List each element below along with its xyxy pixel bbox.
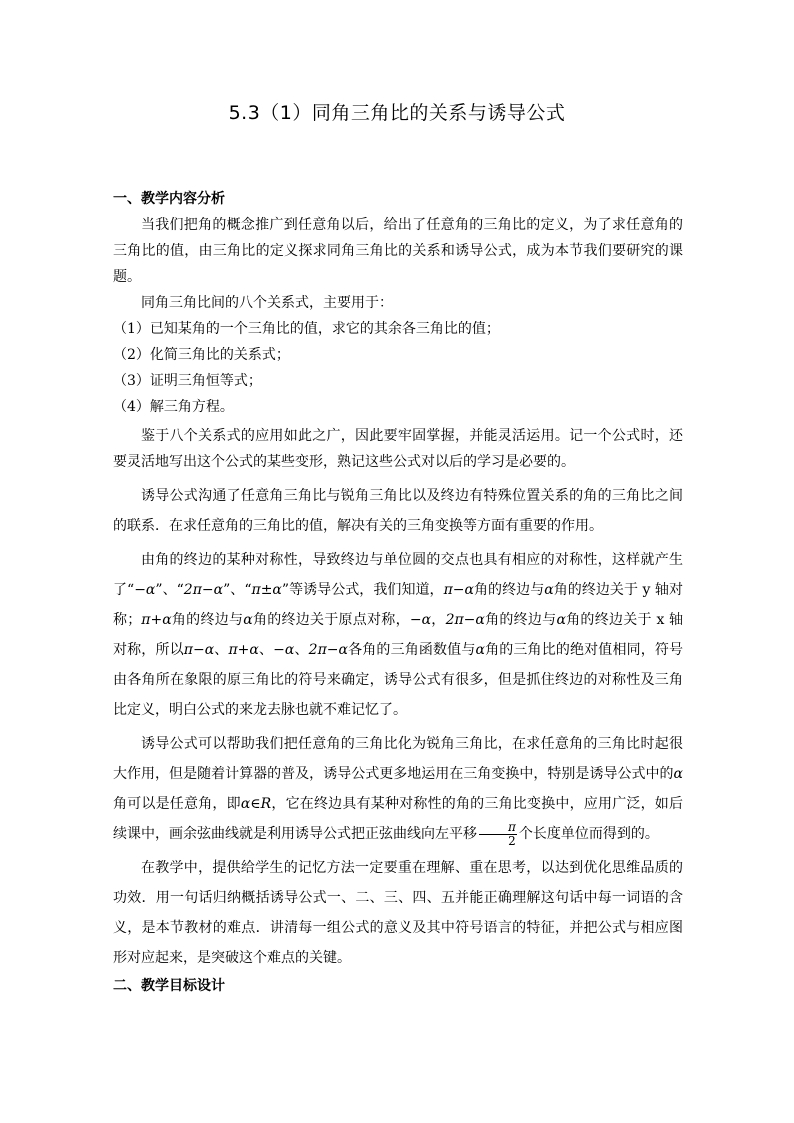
paragraph-intro: 当我们把角的概念推广到任意角以后，给出了任意角的三角比的定义，为了求任意角的三角比的值，由三角比的定义探求同角三角比的关系和诱导公式，成为本节我们要研究的课题。 [113,217,683,285]
formula: α [556,612,566,628]
formula: π+α [141,612,172,628]
formula: −α [273,642,295,658]
formula: α∈R [240,796,272,812]
paragraph-induction-usage: 诱导公式可以帮助我们把任意角的三角比化为锐角三角比，在求任意角的三角比时起很大作用，但是随着计算器的普及，诱导公式更多地运用在三角变换中，特别是诱导公式中的α角可以是任意角，即α∈R，它在终边具有某种对称性的角的三角比变换中，应用广泛，如后续课中，画余弦曲线就是利用诱导公式把正弦曲线向左平移 $\frac{\pi}{2}$ 个长度单位而得到的。 [113,736,684,848]
paragraph-application: 鉴于八个关系式的应用如此之广，因此要牢固掌握，并能灵活运用。记一个公式时，还要灵活地写出这个公式的某些变形，熟记这些公式对以后的学习是必要的。 [113,428,683,470]
formula: α [475,642,485,658]
list-item: （3）证明三角恒等式； [113,373,262,389]
formula: 2π−α [308,642,348,658]
formula: α [243,612,253,628]
paragraph-induction-role: 诱导公式沟通了任意角三角比与锐角三角比以及终边有特殊位置关系的角的三角比之间的联系．在求任意角的三角比的值，解决有关的三角变换等方面有重要的作用。 [113,488,683,534]
formula: π−α [183,642,215,658]
list-item: （2）化简三角比的关系式； [113,347,290,363]
page-title: 5.3（1）同角三角比的关系与诱导公式 [228,102,566,124]
list-item: （1）已知某角的一个三角比的值，求它的其余各三角比的值； [113,321,500,337]
paragraph-relations: 同角三角比间的八个关系式，主要用于： [141,295,393,311]
formula: π−α [443,582,474,598]
formula: 2π−α [445,612,485,628]
list-item: （4）解三角方程。 [113,399,234,415]
formula: α [673,766,683,782]
formula: π±α [251,582,282,598]
document-body [113,186,683,999]
formula: −α [409,612,432,628]
formula: 2π−α [183,582,224,598]
paragraph-teaching-method: 在教学中，提供给学生的记忆方法一定要重在理解、重在思考，以达到优化思维品质的功效．用一句话归纳概括诱导公式一、二、三、四、五并能正确理解这句话中每一词语的含义，是本节教材的难点．讲清每一组公式的意义及其中符号语言的特征，并把公式与相应图形对应起来，是突破这个难点的关键。 [113,860,683,966]
formula: α [544,582,554,598]
formula: π+α [228,642,259,658]
section-heading-objectives: 二、教学目标设计 [113,978,225,994]
paragraph-symmetry: 由角的终边的某种对称性，导致终边与单位圆的交点也具有相应的对称性，这样就产生了“−α”、“2π−α”、“π±α”等诱导公式，我们知道，π−α角的终边与α角的终边关于 y 轴对称；π+α角的终边与α角的终边关于原点对称，−α，2π−α角的终边与α角的终边关于 x 轴对称，所以π−α、π+α、−α、2π−α各角的三角函数值与α角的三角比的绝对值相同，符号由各角所在象限的原三角比的符号来确定，诱导公式有很多，但是抓住终边的对称性及三角比定义，明白公式的来龙去脉也就不难记忆了。 [113,552,684,718]
fraction: $\frac{\pi}{2}$ [479,821,517,848]
formula: −α [134,582,156,598]
section-heading-content-analysis: 一、教学内容分析 [113,191,225,207]
